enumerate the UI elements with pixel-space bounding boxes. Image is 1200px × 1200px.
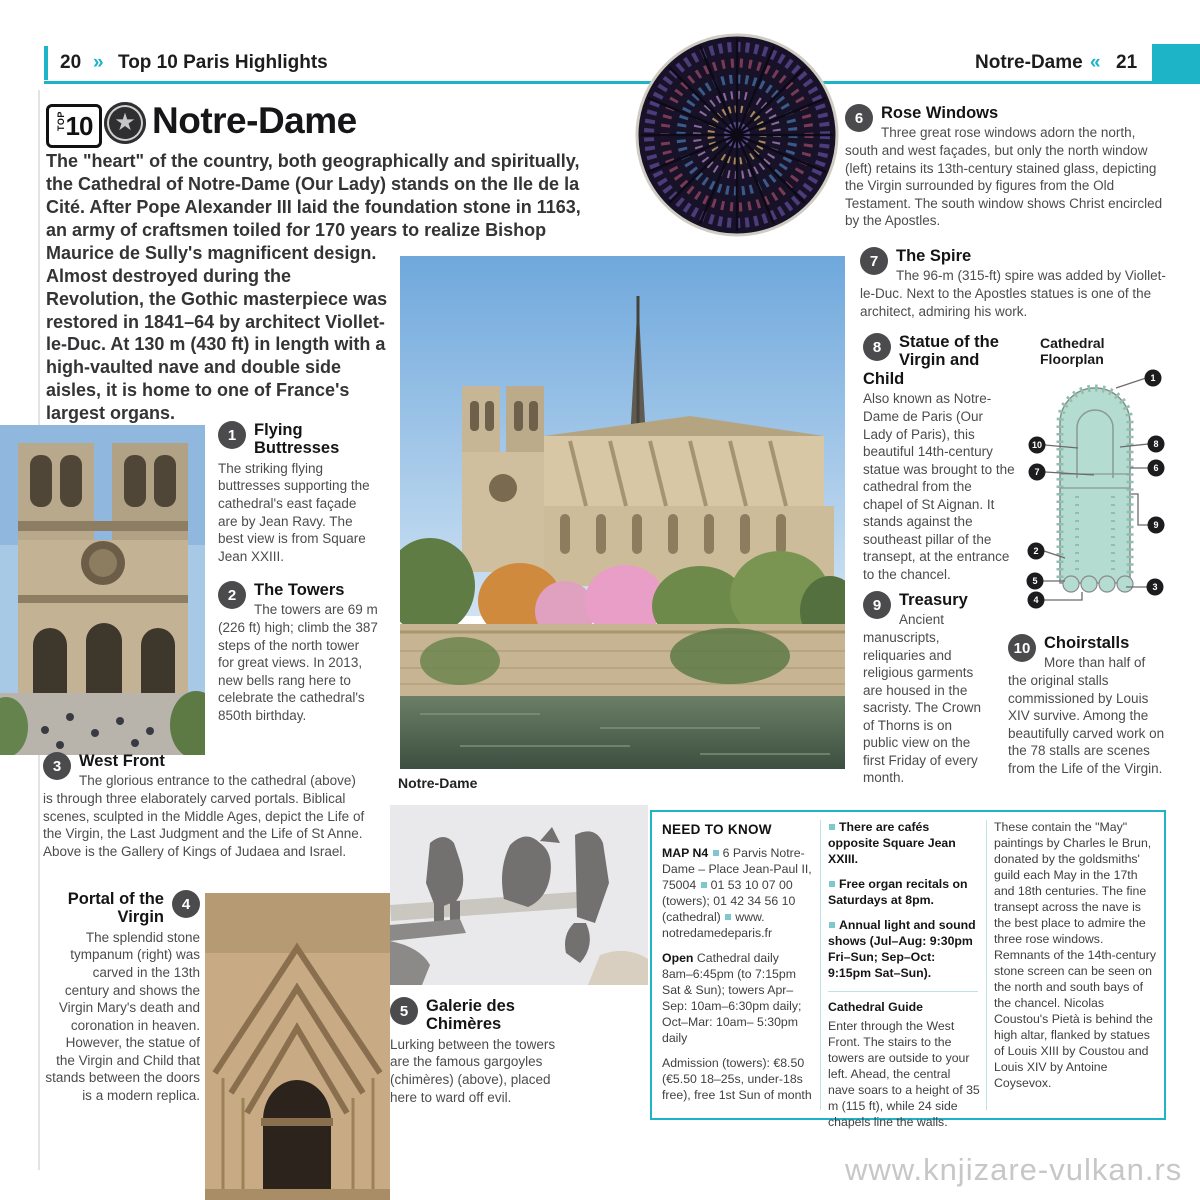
svg-text:5: 5: [1032, 576, 1038, 587]
top10-logo-number: 10: [65, 110, 93, 141]
need-to-know-box: [650, 810, 1166, 1129]
gargoyle-photo: [390, 805, 648, 985]
column-divider: [820, 820, 821, 1110]
header-accent-left: [44, 46, 48, 80]
item-body: The towers are 69 m (226 ft) high; climb the 387 steps of the north tower for great views. In 2013, new bells rang here to celebrate the cathedral's 850th birthday.: [218, 602, 378, 723]
item-number-badge: 2: [218, 581, 246, 609]
sight-item-2: [218, 581, 378, 724]
west-front-photo: [0, 425, 205, 755]
bullet-square-icon: [829, 922, 835, 928]
header-rule: [44, 81, 1200, 84]
sight-item-8: [863, 333, 1015, 583]
item-number-badge: 7: [860, 247, 888, 275]
map-ref-label: MAP N4: [662, 846, 709, 860]
item-body: Ancient manuscripts, reliquaries and religious garments are housed in the sacristy. The Crown of Thorns is on public view on the first Friday of every month.: [863, 612, 982, 786]
item-body: The glorious entrance to the cathedral (above) is through three elaborately carved portals. Biblical scenes, sculpted in the Middle Ages, depict the Life of the Virgin, the Last Judgment and the Life of St Anne. Above is the Gallery of Kings of Judaea and Israel.: [43, 773, 365, 859]
item-title: Choirstalls: [1044, 634, 1130, 652]
item-body: Three great rose windows adorn the north, south and west façades, but only the north window (left) retains its 13th-century stained glass, depicting the Virgin surrounded by figures from the Old Testament. The south window shows Christ encircled by the Apostles.: [845, 125, 1163, 229]
address-text: 6 Parvis Notre-Dame – Place Jean-Paul II, 75004: [662, 846, 812, 892]
bullet-square-icon: [829, 881, 835, 887]
item-body: More than half of the original stalls commissioned by Louis XIV survive. Among the beautifully carved work on the 78 stalls are scenes from the Life of the Virgin.: [1008, 655, 1165, 776]
main-cathedral-photo: [400, 256, 845, 769]
cathedral-guide-text: Enter through the West Front. The stairs to the towers are outside to your left. Ahead, the central nave soars to a height of 35 m (115 ft), while 24 side chapels line the walls.: [828, 1018, 980, 1129]
bullet-square-icon: [701, 882, 707, 888]
need-to-know-col1: [662, 846, 812, 1113]
sight-item-7: [860, 247, 1168, 320]
page-number-left: 20: [60, 52, 82, 73]
chevrons-right-icon: »: [93, 52, 104, 73]
item-title: Flying Buttresses: [254, 421, 340, 458]
sight-item-5: [390, 997, 562, 1106]
cathedral-guide-title: Cathedral Guide: [828, 999, 923, 1014]
open-label: Open: [662, 950, 694, 965]
sight-item-6: [845, 104, 1163, 230]
item-number-badge: 5: [390, 997, 418, 1025]
sight-item-10: [1008, 634, 1166, 777]
tip-text: Free organ recitals on Saturdays at 8pm.: [828, 876, 968, 907]
phone-text: 01 53 10 07 00 (towers); 01 42 34 56 10 (cathedral): [662, 877, 796, 924]
item-title: Rose Windows: [881, 104, 999, 122]
header-corner-block: [1152, 44, 1200, 81]
section-divider: [828, 991, 978, 992]
svg-text:7: 7: [1034, 467, 1040, 478]
svg-text:2: 2: [1033, 546, 1039, 557]
item-number-badge: 4: [172, 890, 200, 918]
cathedral-floorplan: [1020, 368, 1180, 618]
admission-text: Admission (towers): €8.50 (€5.50 18–25s, under-18s free), free 1st Sun of month: [662, 1055, 812, 1102]
column-divider: [986, 820, 987, 1110]
item-number-badge: 10: [1008, 634, 1036, 662]
intro-paragraph-part2: Maurice de Sully's magnificent design. Almost destroyed during the Revolution, the Gothic masterpiece was restored in 1841–64 by architect Viollet-le-Duc. At 130 m (430 ft) in length with a high-vaulted nave and double side aisles, it is home to one of France's largest organs.: [46, 243, 388, 424]
rose-window-photo: [632, 33, 842, 238]
item-number-badge: 9: [863, 591, 891, 619]
item-title: Statue of the Virgin and Child: [863, 333, 999, 388]
top10-logo-top-word: TOP: [55, 111, 66, 131]
sight-item-9: [863, 591, 985, 787]
header-right-title: Notre-Dame: [975, 52, 1083, 73]
top10-logo: [46, 104, 102, 148]
item-number-badge: 6: [845, 104, 873, 132]
website-text: www. notredamedeparis.fr: [662, 909, 773, 940]
item-body: Lurking between the towers are the famous gargoyles (chimères) (above), placed here to ward off evil.: [390, 1036, 556, 1105]
item-number-badge: 1: [218, 421, 246, 449]
item-title: Portal of the Virgin: [67, 890, 164, 927]
watermark: www.knjizare-vulkan.rs: [845, 1152, 1183, 1187]
open-hours-text: Cathedral daily 8am–6:45pm (to 7:15pm Sat & Sun); towers Apr– Sep: 10am–6:30pm daily; Oct–Mar: 10am– 5:30pm daily: [662, 950, 802, 1045]
need-to-know-title: NEED TO KNOW: [662, 822, 772, 837]
item-body: The 96-m (315-ft) spire was added by Viollet-le-Duc. Next to the Apostles statues is one of the architect, admiring his work.: [860, 268, 1166, 319]
bullet-square-icon: [725, 914, 731, 920]
page-number-right: 21: [1116, 52, 1138, 73]
item-title: West Front: [79, 752, 165, 770]
intro-paragraph-part1: The "heart" of the country, both geographically and spiritually, the Cathedral of Notre-Dame (Our Lady) stands on the Ile de la Cité. After Pope Alexander III laid the foundation stone in 1163, an army of craftsmen toiled for 170 years to realize Bishop: [46, 151, 581, 240]
item-number-badge: 8: [863, 333, 891, 361]
tip-text: Annual light and sound shows (Jul–Aug: 9:30pm Fri–Sun; Sep–Oct: 9:15pm Sat–Sun).: [828, 917, 976, 980]
bullet-square-icon: [829, 824, 835, 830]
item-title: The Spire: [896, 247, 972, 265]
svg-text:4: 4: [1033, 595, 1039, 606]
svg-text:1: 1: [1150, 373, 1156, 384]
tip-text: There are cafés opposite Square Jean XXIII.: [828, 820, 956, 866]
item-body: Also known as Notre-Dame de Paris (Our Lady of Paris), this beautiful 14th-century statue was brought to the cathedral from the chapel of St Aignan. It stands against the southeast pillar of the transept, at the entrance to the chancel.: [863, 391, 1015, 582]
item-title: The Towers: [254, 581, 345, 599]
item-title: Galerie des Chimères: [426, 997, 515, 1034]
guide-continuation-text: These contain the "May" paintings by Charles le Brun, donated by the goldsmiths' guild each May in the 17th and 18th centuries. The fine transept across the nave is the best place to admire the three rose windows. Remnants of the 14th-century stone screen can be seen on the north and south bays of the chancel. Nicolas Coustou's Pietà is behind the high altar, flanked by statues of Louis XIII by Coustou and Louis XIV by Antoine Coysevox.: [994, 820, 1156, 1090]
main-photo-caption: Notre-Dame: [398, 775, 478, 791]
svg-text:6: 6: [1153, 463, 1159, 474]
svg-text:3: 3: [1152, 582, 1158, 593]
item-number-badge: 3: [43, 752, 71, 780]
item-body: The splendid stone tympanum (right) was carved in the 13th century and shows the Virgin Mary's death and coronation in heaven. However, the statue of the Virgin and Child that stands between the doors is a modern replica.: [45, 929, 200, 1103]
star-badge: [104, 102, 146, 144]
star-icon: ★: [114, 109, 136, 136]
floorplan-label: Cathedral Floorplan: [1040, 335, 1105, 368]
svg-text:9: 9: [1153, 520, 1159, 531]
item-body: The striking flying buttresses supporting the cathedral's east façade are by Jean Ravy. The best view is from Square Jean XXIII.: [218, 460, 370, 564]
item-title: Treasury: [899, 591, 968, 609]
svg-text:10: 10: [1031, 440, 1043, 451]
svg-text:8: 8: [1153, 439, 1159, 450]
sight-item-1: [218, 421, 374, 565]
page-title: Notre-Dame: [152, 100, 357, 141]
portal-photo: [205, 893, 390, 1200]
chevrons-left-icon: «: [1090, 52, 1101, 73]
header-section-title: Top 10 Paris Highlights: [118, 52, 328, 73]
sight-item-4: [45, 890, 200, 1104]
bullet-square-icon: [713, 850, 719, 856]
need-to-know-col3: [994, 820, 1156, 1101]
sight-item-3: [43, 752, 369, 860]
need-to-know-col2: [828, 820, 980, 1140]
